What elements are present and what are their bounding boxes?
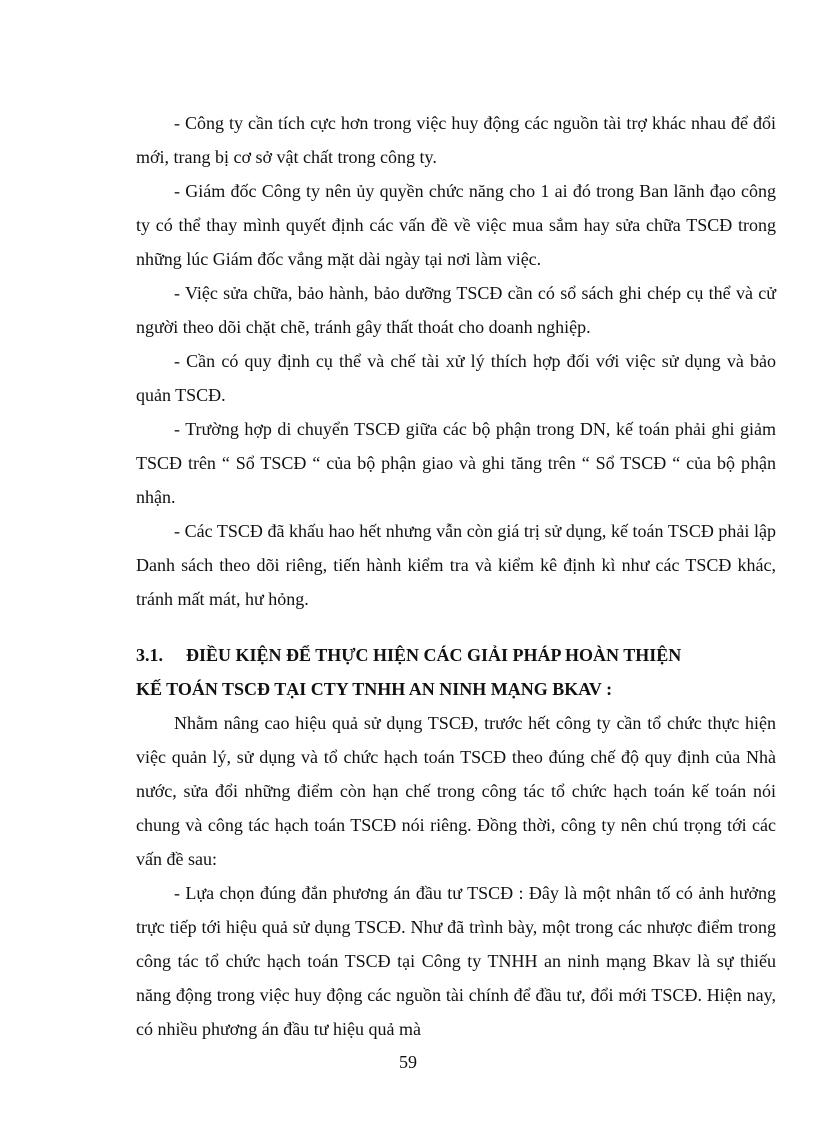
paragraph-bullet-3: - Việc sửa chữa, bảo hành, bảo dưỡng TSCĐ cần có sổ sách ghi chép cụ thể và cử người theo dõi chặt chẽ, tránh gây thất thoát cho doanh nghiệp. <box>136 283 776 337</box>
paragraph-bullet-1: - Công ty cần tích cực hơn trong việc huy động các nguồn tài trợ khác nhau để đổi mới, trang bị cơ sở vật chất trong công ty. <box>136 113 776 167</box>
paragraph-bullet-5: - Trường hợp di chuyển TSCĐ giữa các bộ phận trong DN, kế toán phải ghi giảm TSCĐ trên “ Sổ TSCĐ “ của bộ phận giao và ghi tăng trên “ Sổ TSCĐ “ của bộ phận nhận. <box>136 419 776 507</box>
paragraph-bullet-investment: - Lựa chọn đúng đắn phương án đầu tư TSCĐ : Đây là một nhân tố có ảnh hưởng trực tiếp tới hiệu quả sử dụng TSCĐ. Như đã trình bày, một trong các nhược điểm trong công tác tổ chức hạch toán TSCĐ tại Công ty TNHH an ninh mạng Bkav là sự thiếu năng động trong việc huy động các nguồn tài chính để đầu tư, đổi mới TSCĐ. Hiện nay, có nhiều phương án đầu tư hiệu quả mà <box>136 883 776 1039</box>
page-content <box>136 106 776 1046</box>
paragraph-intro: Nhằm nâng cao hiệu quả sử dụng TSCĐ, trước hết công ty cần tổ chức thực hiện việc quản lý, sử dụng và tổ chức hạch toán TSCĐ theo đúng chế độ quy định của Nhà nước, sửa đổi những điểm còn hạn chế trong công tác tổ chức hạch toán kế toán nói chung và công tác hạch toán TSCĐ nói riêng. Đồng thời, công ty nên chú trọng tới các vấn đề sau: <box>136 713 776 869</box>
section-heading-line-1 <box>136 638 776 672</box>
page-number: 59 <box>399 1052 417 1072</box>
section-title-line-1: ĐIỀU KIỆN ĐỂ THỰC HIỆN CÁC GIẢI PHÁP HOÀN THIỆN <box>186 645 682 665</box>
paragraph-bullet-6: - Các TSCĐ đã khấu hao hết nhưng vẫn còn giá trị sử dụng, kế toán TSCĐ phải lập Danh sách theo dõi riêng, tiến hành kiểm tra và kiểm kê định kì như các TSCĐ khác, tránh mất mát, hư hỏng. <box>136 521 776 609</box>
section-heading <box>136 638 776 706</box>
paragraph-bullet-4: - Cần có quy định cụ thể và chế tài xử lý thích hợp đối với việc sử dụng và bảo quản TSCĐ. <box>136 351 776 405</box>
section-title-line-2: KẾ TOÁN TSCĐ TẠI CTY TNHH AN NINH MẠNG BKAV : <box>136 679 613 699</box>
section-number: 3.1. <box>136 645 163 665</box>
paragraph-bullet-2: - Giám đốc Công ty nên ủy quyền chức năng cho 1 ai đó trong Ban lãnh đạo công ty có thể thay mình quyết định các vấn đề về việc mua sắm hay sửa chữa TSCĐ trong những lúc Giám đốc vắng mặt dài ngày tại nơi làm việc. <box>136 181 776 269</box>
